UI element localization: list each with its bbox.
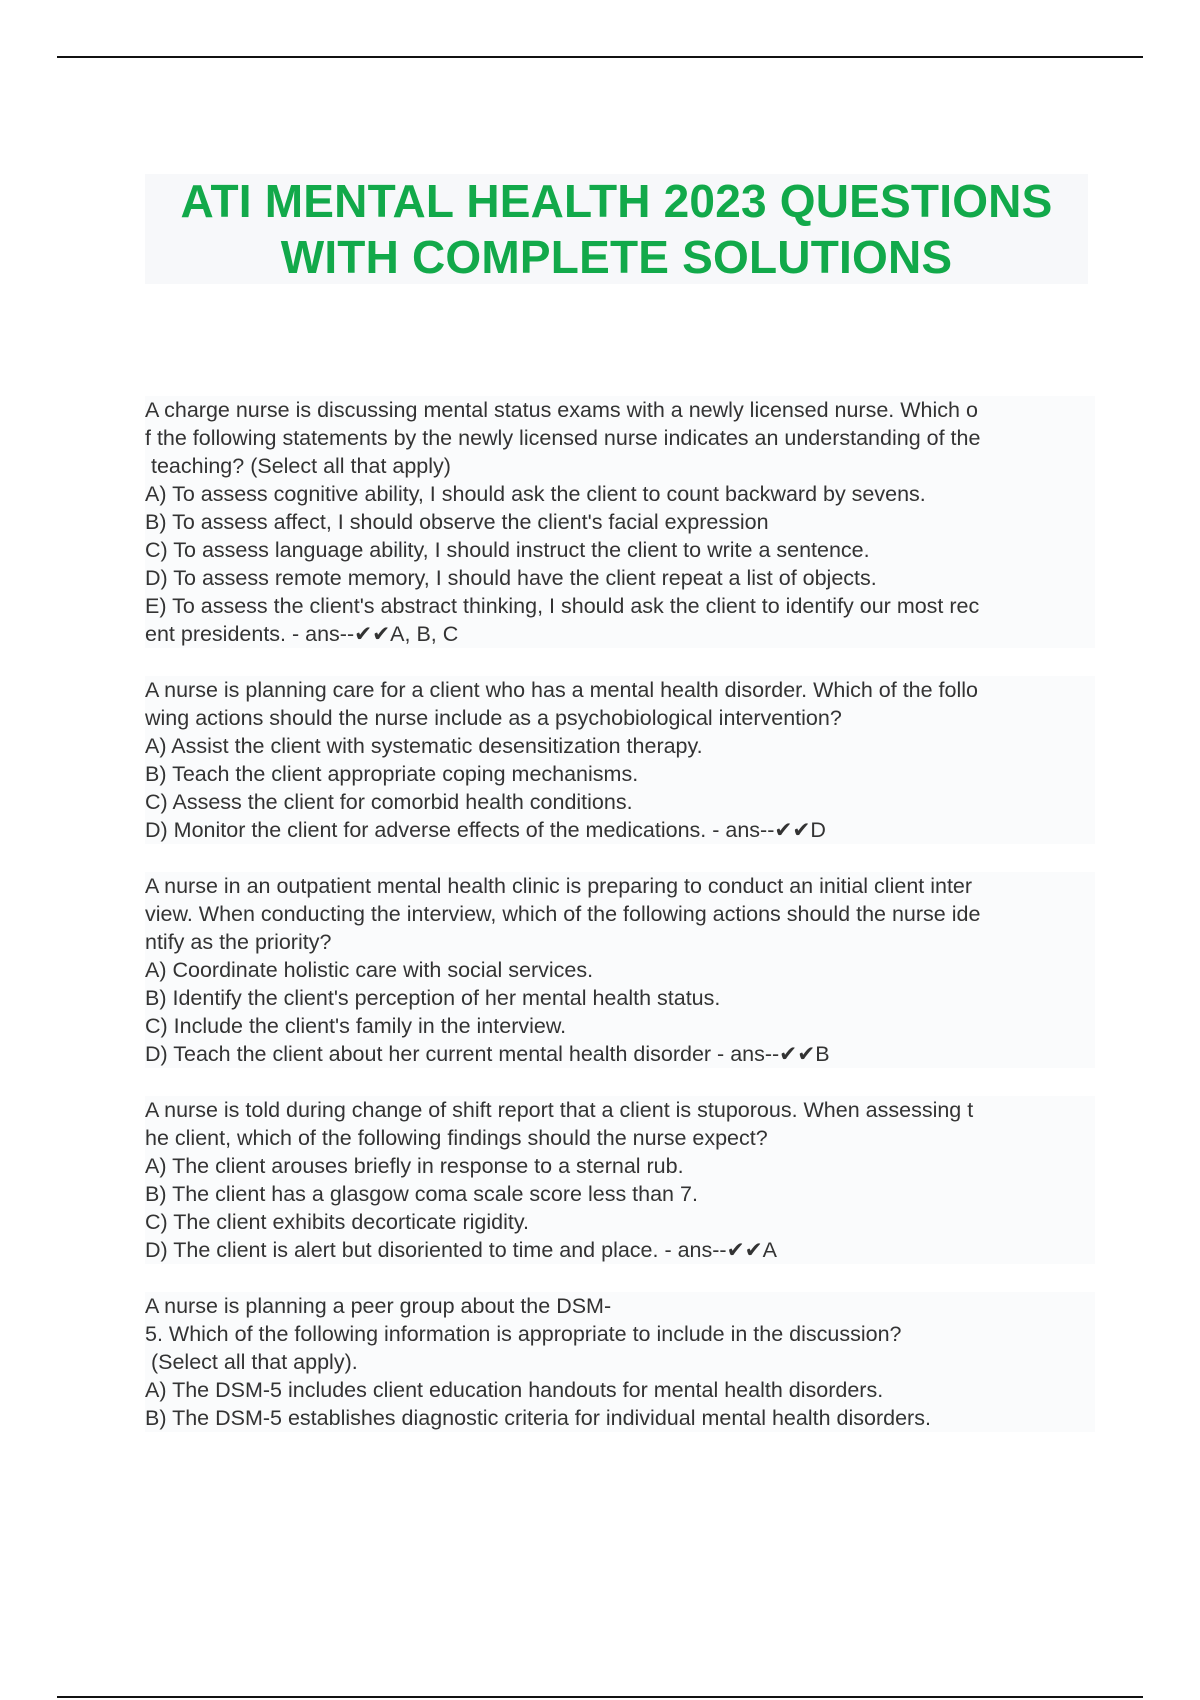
- top-rule: [57, 56, 1143, 58]
- answer-option: D) To assess remote memory, I should have the client repeat a list of objects.: [145, 564, 1095, 592]
- title-line-1: ATI MENTAL HEALTH 2023 QUESTIONS: [180, 175, 1053, 227]
- answer-option: E) To assess the client's abstract thinking, I should ask the client to identify our most rec: [145, 592, 1095, 620]
- question-text-line: A nurse is planning a peer group about the DSM-: [145, 1292, 1095, 1320]
- question-text-line: (Select all that apply).: [145, 1348, 1095, 1376]
- question-text-line: f the following statements by the newly licensed nurse indicates an understanding of the: [145, 424, 1095, 452]
- document-title: [145, 174, 1088, 284]
- answer-key-line: ent presidents. - ans--✔✔A, B, C: [145, 620, 1095, 648]
- answer-option: B) To assess affect, I should observe the client's facial expression: [145, 508, 1095, 536]
- answer-option: A) To assess cognitive ability, I should ask the client to count backward by sevens.: [145, 480, 1095, 508]
- question-text-line: A charge nurse is discussing mental status exams with a newly licensed nurse. Which o: [145, 396, 1095, 424]
- answer-option: C) Assess the client for comorbid health conditions.: [145, 788, 1095, 816]
- answer-key-line: D) Monitor the client for adverse effects of the medications. - ans--✔✔D: [145, 816, 1095, 844]
- answer-option: C) Include the client's family in the interview.: [145, 1012, 1095, 1040]
- answer-option: C) The client exhibits decorticate rigidity.: [145, 1208, 1095, 1236]
- answer-option: B) The DSM-5 establishes diagnostic criteria for individual mental health disorders.: [145, 1404, 1095, 1432]
- answer-option: A) Assist the client with systematic desensitization therapy.: [145, 732, 1095, 760]
- answer-key-line: D) The client is alert but disoriented to time and place. - ans--✔✔A: [145, 1236, 1095, 1264]
- answer-option: A) Coordinate holistic care with social services.: [145, 956, 1095, 984]
- question-block-3: [145, 872, 1095, 1068]
- question-text-line: he client, which of the following findings should the nurse expect?: [145, 1124, 1095, 1152]
- question-text-line: ntify as the priority?: [145, 928, 1095, 956]
- question-text-line: A nurse is planning care for a client who has a mental health disorder. Which of the follo: [145, 676, 1095, 704]
- questions-list: [145, 396, 1095, 1460]
- question-text-line: A nurse is told during change of shift report that a client is stuporous. When assessing t: [145, 1096, 1095, 1124]
- question-block-1: [145, 396, 1095, 648]
- answer-option: B) Identify the client's perception of her mental health status.: [145, 984, 1095, 1012]
- question-block-5: [145, 1292, 1095, 1432]
- bottom-rule: [57, 1696, 1143, 1698]
- answer-key-line: D) Teach the client about her current mental health disorder - ans--✔✔B: [145, 1040, 1095, 1068]
- question-text-line: 5. Which of the following information is appropriate to include in the discussion?: [145, 1320, 1095, 1348]
- answer-option: A) The DSM-5 includes client education handouts for mental health disorders.: [145, 1376, 1095, 1404]
- answer-option: C) To assess language ability, I should instruct the client to write a sentence.: [145, 536, 1095, 564]
- answer-option: B) Teach the client appropriate coping mechanisms.: [145, 760, 1095, 788]
- question-block-2: [145, 676, 1095, 844]
- question-text-line: A nurse in an outpatient mental health clinic is preparing to conduct an initial client inter: [145, 872, 1095, 900]
- question-text-line: wing actions should the nurse include as a psychobiological intervention?: [145, 704, 1095, 732]
- title-line-2: WITH COMPLETE SOLUTIONS: [280, 231, 953, 283]
- question-text-line: view. When conducting the interview, which of the following actions should the nurse ide: [145, 900, 1095, 928]
- answer-option: A) The client arouses briefly in response to a sternal rub.: [145, 1152, 1095, 1180]
- question-block-4: [145, 1096, 1095, 1264]
- answer-option: B) The client has a glasgow coma scale score less than 7.: [145, 1180, 1095, 1208]
- question-text-line: teaching? (Select all that apply): [145, 452, 1095, 480]
